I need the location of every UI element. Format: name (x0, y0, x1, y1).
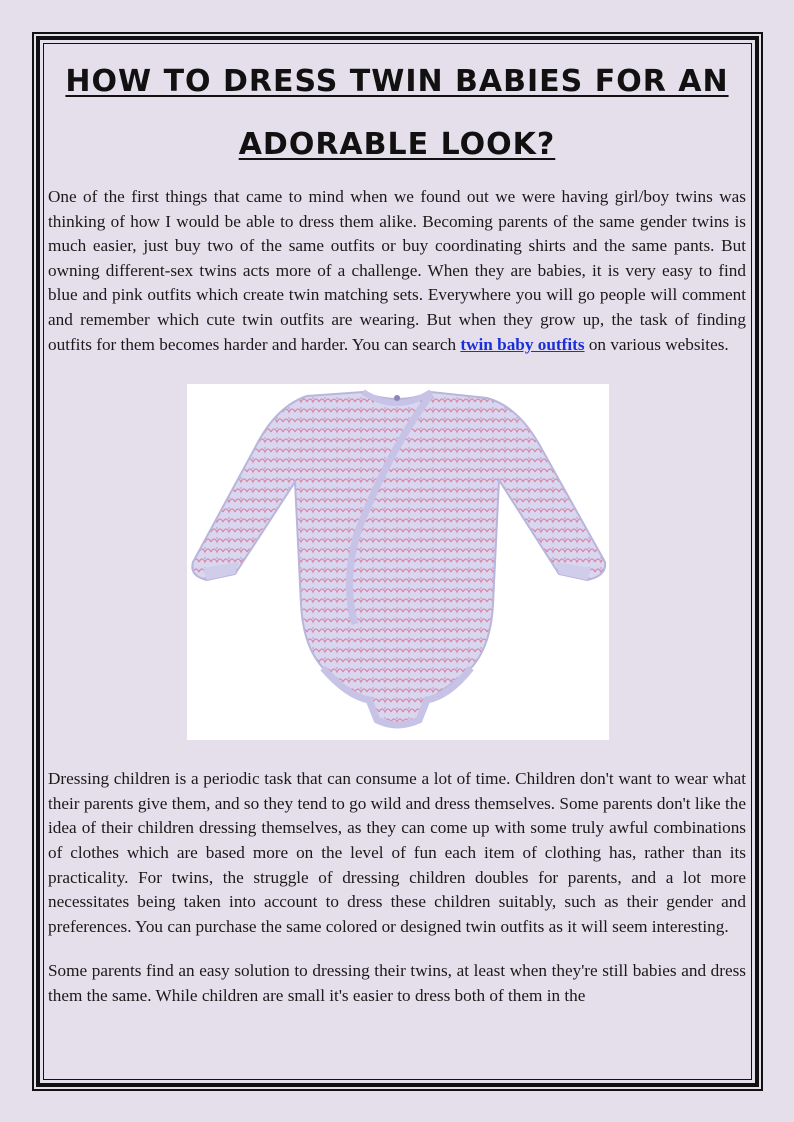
title-line-1: HOW TO DRESS TWIN BABIES FOR AN (65, 64, 729, 99)
onesie-image (187, 384, 609, 740)
baby-onesie-icon (187, 384, 609, 740)
paragraph-spacer (48, 939, 746, 959)
paragraph-1-tail: on various websites. (584, 334, 729, 354)
paragraph-3: Some parents find an easy solution to dressing their twins, at least when they're still babies and dress them the same. While children are small it's easier to dress both of them in the (48, 961, 746, 1005)
title-line-2: ADORABLE LOOK? (238, 127, 556, 162)
twin-baby-outfits-link[interactable]: twin baby outfits (460, 334, 585, 354)
page-title (48, 50, 746, 176)
paragraph-2: Dressing children is a periodic task that can consume a lot of time. Children don't want to wear what their parents give them, and so they tend to go wild and dress themselves. Some parents don't like the idea of their children dressing themselves, as they can come up with some truly awful combinations of clothes which are based more on the level of fun each item of clothing has, rather than its practicality. For twins, the struggle of dressing children doubles for parents, and a lot more necessitates being taken into account to dress these children suitably, such as their gender and preferences. You can purchase the same colored or designed twin outfits as it will seem interesting. (48, 769, 746, 936)
paragraph-1 (48, 185, 746, 357)
paragraph-1-text: One of the first things that came to mind when we found out we were having girl/boy twins was thinking of how I would be able to dress them alike. Becoming parents of the same gender twins is much easier, just buy two of the same outfits or buy coordinating shirts and the same pants. But owning different-sex twins acts more of a challenge. When they are babies, it is very easy to find blue and pink outfits which create twin matching sets. Everywhere you will go people will comment and remember which cute twin outfits are wearing. But when they grow up, the task of finding outfits for them becomes harder and harder. You can search (48, 187, 746, 354)
article-content (48, 50, 746, 1080)
